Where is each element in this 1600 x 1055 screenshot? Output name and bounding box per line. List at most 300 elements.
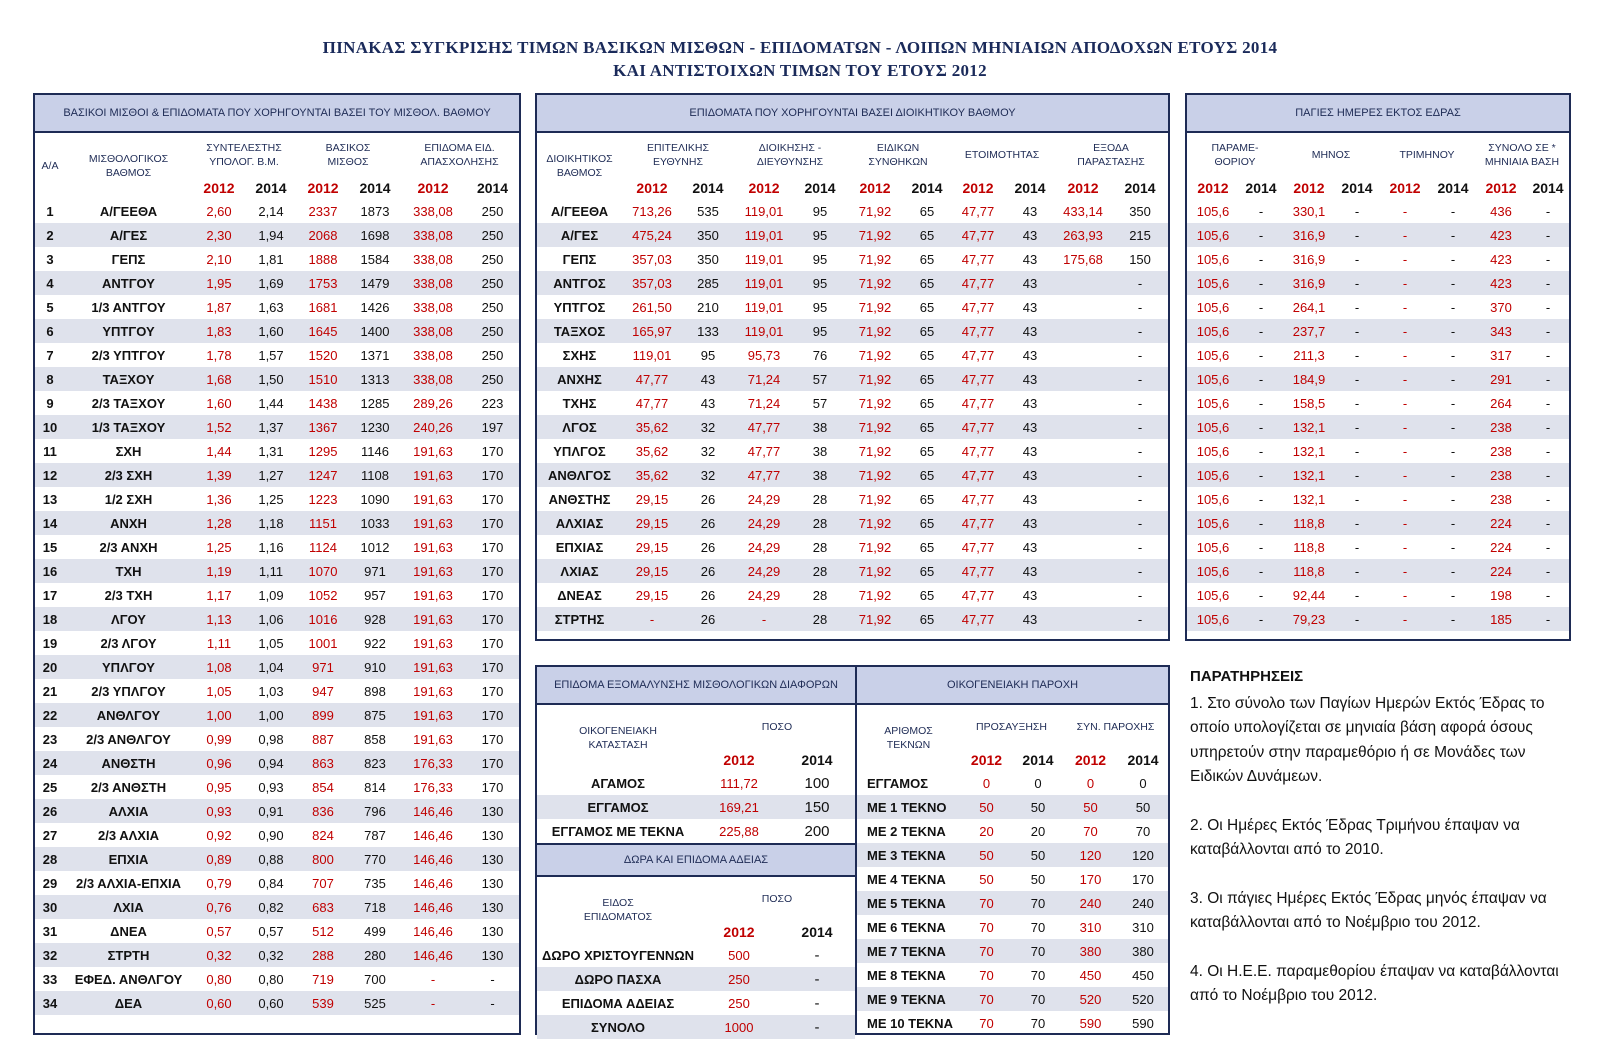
table-cell: 512 [312,923,334,939]
table-cell: 95 [794,319,846,343]
page-title [0,36,1600,82]
table-cell: - [779,1015,855,1039]
table-cell: - [1402,251,1408,267]
table-cell [1054,487,1112,511]
table-cell: 735 [364,875,386,891]
year-2014: 2014 [1013,749,1063,771]
table-cell: 191,63 [400,655,466,679]
table-cell: - [1335,607,1379,631]
col-quarter: ΤΡΙΜΗΝΟΥ [1379,133,1475,177]
table-cell: 170 [481,491,504,507]
table-cell: 35,62 [622,415,682,439]
table-cell: 130 [481,875,504,891]
table-cell: 170 [481,587,504,603]
table-row [35,391,519,415]
table-cell: ΑΝΧΗΣ [537,367,622,391]
table-cell: 1/2 ΣΧΗ [104,491,153,507]
table-cell: 50 [960,843,1013,867]
table-cell: 928 [350,607,400,631]
table-cell: 338,08 [400,319,466,343]
table-cell: - [1335,559,1379,583]
table-cell: 317 [1490,347,1512,363]
table-cell: - [1137,491,1143,507]
table-cell [1054,415,1112,439]
table-cell: - [1258,395,1264,411]
per-diem-body [1187,199,1569,631]
table-cell: - [1335,319,1379,343]
table-row [35,463,519,487]
table-cell [1054,343,1112,367]
table-row [537,295,1168,319]
table-cell: 43 [1006,559,1054,583]
table-cell: 590 [1132,1015,1154,1031]
table-cell: ΥΠΛΓΟΥ [65,655,192,679]
table-cell: - [1354,347,1360,363]
table-cell: 858 [364,731,386,747]
table-cell: 1,95 [192,271,246,295]
table-cell: 65 [904,511,950,535]
table-cell: - [1431,223,1475,247]
table-cell: 105,6 [1187,271,1239,295]
table-cell: 0,88 [246,847,296,871]
table-cell: 32 [682,415,734,439]
table-cell: 13 [42,491,58,507]
table-cell: 0,80 [258,971,284,987]
col-allowance-type: ΕΙΔΟΣ ΕΠΙΔΟΜΑΤΟΣ [537,877,699,943]
table-cell: 165,97 [622,319,682,343]
col-basic-salary: ΒΑΣΙΚΟΣ ΜΙΣΘΟΣ [296,133,400,177]
table-cell: 263,93 [1054,223,1112,247]
table-row [1187,415,1569,439]
table-cell: - [1450,587,1456,603]
title-line-2: ΚΑΙ ΑΝΤΙΣΤΟΙΧΩΝ ΤΙΜΩΝ ΤΟΥ ΕΤΟΥΣ 2012 [613,61,987,80]
table-cell: - [1354,443,1360,459]
table-cell: 43 [682,367,734,391]
table-cell: 47,77 [961,347,995,363]
table-cell: 100 [804,774,830,792]
table-cell: 105,6 [1196,395,1230,411]
table-cell: 1,37 [246,415,296,439]
table-cell: 814 [364,779,386,795]
table-cell: 380 [1063,939,1118,963]
table-cell: ΣΤΡΤΗΣ [537,607,622,631]
table-cell: 357,03 [622,271,682,295]
table-row [1187,199,1569,223]
table-cell: 1,94 [246,223,296,247]
table-cell: 65 [919,491,935,507]
table-cell: ΜΕ 3 ΤΕΚΝΑ [857,843,960,867]
table-row [857,843,1168,867]
table-cell: 1,05 [258,635,284,651]
table-cell: 170 [466,559,519,583]
table-cell: 158,5 [1292,395,1326,411]
table-cell: 824 [312,827,334,843]
notes-section [1190,665,1570,1033]
table-row [35,607,519,631]
table-cell: 191,63 [413,587,453,603]
table-cell: - [1527,367,1569,391]
col-family-status: ΟΙΚΟΓΕΝΕΙΑΚΗ ΚΑΤΑΣΤΑΣΗ [537,705,699,771]
table-cell: 43 [1022,587,1038,603]
table-cell: 1,44 [206,443,232,459]
table-cell: 184,9 [1283,367,1335,391]
table-cell: 176,33 [400,751,466,775]
table-cell: - [1527,607,1569,631]
table-row [35,895,519,919]
table-cell: 539 [296,991,350,1015]
year-2014: 2014 [1006,177,1054,199]
table-cell: 26 [700,539,716,555]
table-cell: 47,77 [961,587,995,603]
table-cell: 2/3 ΥΠΛΓΟΥ [91,683,166,699]
table-cell: 70 [1013,939,1063,963]
table-row [35,943,519,967]
table-cell: 43 [1006,463,1054,487]
table-row [537,415,1168,439]
table-cell: 590 [1079,1015,1102,1031]
table-cell: - [1335,415,1379,439]
year-2012: 2012 [960,749,1013,771]
table-cell: 38 [794,415,846,439]
table-cell: 170 [481,683,504,699]
table-cell: 887 [312,731,334,747]
table-cell: - [1431,367,1475,391]
table-cell: 43 [1006,607,1054,631]
table-cell: 50 [1013,795,1063,819]
table-cell: 250 [728,995,750,1011]
table-cell: 26 [35,799,65,823]
table-cell: 2/3 ΤΧΗ [104,587,153,603]
col-monthly-total: ΣΥΝΟΛΟ ΣΕ * ΜΗΝΙΑΙΑ ΒΑΣΗ [1475,133,1569,177]
table-cell: ΑΝΘΛΓΟΥ [65,703,192,727]
table-cell: ΑΝΧΗ [65,511,192,535]
table-cell [1054,463,1112,487]
year-2012: 2012 [192,177,246,199]
table-cell: 240 [1118,891,1168,915]
table-cell: - [1258,587,1264,603]
table-cell: 16 [35,559,65,583]
table-cell: 1295 [308,443,338,459]
table-cell: - [1545,347,1551,363]
table-cell: - [1545,299,1551,315]
table-cell: 71,92 [858,491,892,507]
table-cell: 28 [794,559,846,583]
table-cell: 1371 [360,347,390,363]
table-cell: 380 [1118,939,1168,963]
table-cell: 1146 [361,443,389,459]
table-cell: 65 [919,395,935,411]
table-cell: 280 [350,943,400,967]
table-cell: - [1527,511,1569,535]
table-cell: - [814,946,820,964]
table-cell: 50 [1013,843,1063,867]
table-cell: 47,77 [635,395,669,411]
table-row [537,771,855,795]
table-cell: 0,82 [246,895,296,919]
table-cell: ΓΕΠΣ [111,251,146,267]
table-cell: 350 [682,223,734,247]
table-cell: 176,33 [413,779,453,795]
table-cell: 65 [919,539,935,555]
table-cell: 130 [466,799,519,823]
table-cell: - [1239,367,1283,391]
table-row [35,415,519,439]
table-cell: ΜΕ 1 ΤΕΚΝΟ [857,795,960,819]
table-cell: 34 [35,991,65,1015]
table-cell: 223 [481,395,504,411]
table-cell: 370 [1490,299,1512,315]
table-cell: 224 [1490,539,1512,555]
table-cell: 1,83 [192,319,246,343]
table-cell: - [1335,463,1379,487]
table-cell: 0,89 [192,847,246,871]
table-cell: 24,29 [734,559,794,583]
table-cell: - [1527,559,1569,583]
table-row [1187,607,1569,631]
col-pay-grade: ΜΙΣΘΟΛΟΓΙΚΟΣ ΒΑΘΜΟΣ [65,133,192,199]
table-cell: 47,77 [622,367,682,391]
table-row [857,1011,1168,1035]
table-cell: 261,50 [632,299,672,315]
table-cell: - [1431,607,1475,631]
family-allowance-header: ΟΙΚΟΓΕΝΕΙΑΚΗ ΠΑΡΟΧΗ [857,667,1168,705]
table-cell: Α/ΓΕΣ [65,223,192,247]
per-diem-table [1185,93,1571,641]
table-cell: ΤΑΞΧΟΥ [65,367,192,391]
table-cell: 47,77 [950,511,1006,535]
table-cell: 169,21 [699,795,779,819]
table-cell: 70 [1030,967,1046,983]
year-2012: 2012 [699,921,779,943]
table-cell: 0,60 [192,991,246,1015]
table-cell: - [1258,251,1264,267]
table-cell: 65 [904,367,950,391]
table-cell [1054,367,1112,391]
table-cell: 1,63 [258,299,284,315]
table-cell: - [1545,251,1551,267]
table-cell: ΕΓΓΑΜΟΣ [867,775,929,791]
table-cell: 150 [1129,251,1151,267]
table-cell: 1,78 [206,347,232,363]
table-cell: 338,08 [413,203,453,219]
year-2014: 2014 [779,921,855,943]
table-cell: 28 [794,511,846,535]
table-row [35,871,519,895]
table-cell: 525 [350,991,400,1015]
table-cell: - [1527,223,1569,247]
table-cell: 1,13 [192,607,246,631]
table-cell: 35,62 [622,463,682,487]
table-cell: 1645 [296,319,350,343]
year-row [537,177,1168,199]
table-cell: - [1379,415,1431,439]
table-cell: - [1335,271,1379,295]
table-cell: Α/ΓΕΕΘΑ [99,203,158,219]
table-cell: 2 [35,223,65,247]
table-cell: - [1402,203,1408,219]
notes-title: ΠΑΡΑΤΗΡΗΣΕΙΣ [1190,668,1304,685]
table-cell: 5 [46,299,54,315]
table-cell: 787 [364,827,386,843]
table-cell: 1070 [296,559,350,583]
table-cell: 170 [481,539,504,555]
admin-allowances-table [535,93,1170,641]
table-row [35,367,519,391]
table-cell: 2,60 [206,203,232,219]
table-row [1187,535,1569,559]
basic-salaries-table [33,93,521,1035]
table-cell: 105,6 [1196,203,1230,219]
table-cell: 47,77 [950,367,1006,391]
table-cell: 130 [466,847,519,871]
table-cell: - [1431,559,1475,583]
col-representation: ΕΞΟΔΑ ΠΑΡΑΣΤΑΣΗΣ [1054,133,1168,177]
table-cell: ΜΕ 4 ΤΕΚΝΑ [867,871,946,887]
table-cell: - [1335,511,1379,535]
table-cell: 1,08 [192,655,246,679]
table-cell: 2/3 ΑΝΘΣΤΗ [90,779,167,795]
table-cell: 1,05 [206,683,232,699]
table-cell: 43 [1022,491,1038,507]
table-cell: 2/3 ΑΝΧΗ [99,539,158,555]
table-cell: 0 [1034,775,1042,791]
year-2014: 2014 [904,177,950,199]
table-cell: ΑΝΘΣΤΗ [65,751,192,775]
table-cell: 47,77 [747,443,781,459]
table-cell: - [1258,539,1264,555]
table-cell: 1033 [350,511,400,535]
table-cell: 146,46 [400,943,466,967]
table-cell: 1,36 [206,491,232,507]
col-children: ΑΡΙΘΜΟΣ ΤΕΚΝΩΝ [857,705,960,771]
table-cell: 1230 [350,415,400,439]
table-cell: 71,92 [858,443,892,459]
note-item: 3. Οι πάγιες Ημέρες Εκτός Έδρας μηνός έπαψαν να καταβάλλονται από το Νοέμβριο του 2012. [1190,889,1547,931]
table-cell: ΔΕΑ [65,991,192,1015]
year-2012: 2012 [734,177,794,199]
table-cell: 26 [682,511,734,535]
table-row [1187,439,1569,463]
table-cell: 910 [350,655,400,679]
table-cell: - [1137,443,1143,459]
table-row [35,919,519,943]
table-row [1187,271,1569,295]
table-cell: - [814,994,820,1012]
table-cell: - [1137,347,1143,363]
table-cell: 1,17 [206,587,232,603]
table-cell: 1,03 [258,683,284,699]
table-cell: - [734,607,794,631]
table-cell: 22 [35,703,65,727]
table-cell: 105,6 [1196,491,1230,507]
table-row [537,319,1168,343]
table-cell: 105,6 [1196,299,1230,315]
table-cell: 38 [812,443,828,459]
table-cell: - [1431,271,1475,295]
table-row [537,535,1168,559]
table-cell [1054,607,1112,631]
table-cell: 71,92 [846,319,904,343]
table-row [1187,463,1569,487]
table-cell: - [1258,203,1264,219]
table-cell: 119,01 [632,347,672,363]
table-cell: 105,6 [1196,443,1230,459]
table-cell: 2,10 [206,251,232,267]
table-cell: 1090 [360,491,390,507]
table-cell: 65 [904,415,950,439]
table-cell: 0,93 [258,779,284,795]
col-month: ΜΗΝΟΣ [1283,133,1379,177]
table-cell: 27 [42,827,58,843]
table-cell: ΜΕ 2 ΤΕΚΝΑ [867,823,946,839]
table-cell: 17 [42,587,58,603]
table-cell: - [1258,347,1264,363]
table-cell: 2/3 ΥΠΤΓΟΥ [91,347,166,363]
table-cell: ΔΝΕΑΣ [557,587,602,603]
table-cell: 854 [312,779,334,795]
table-cell: 12 [35,463,65,487]
table-cell: 57 [812,395,828,411]
table-cell: 291 [1475,367,1527,391]
table-cell: 0,80 [206,971,232,987]
table-cell: 95 [812,251,828,267]
table-cell: 0 [982,775,991,791]
table-cell: 1,06 [246,607,296,631]
table-cell: 1438 [308,395,338,411]
table-cell: 836 [296,799,350,823]
equalization-gifts-table [535,665,857,1035]
table-cell: 24,29 [734,511,794,535]
table-cell: 47,77 [950,415,1006,439]
table-cell: - [1239,607,1283,631]
table-cell: - [1379,559,1431,583]
table-cell: 1,00 [246,703,296,727]
table-cell: 520 [1063,987,1118,1011]
table-row [1187,559,1569,583]
table-cell: ΑΛΧΙΑΣ [537,511,622,535]
table-cell: 2337 [308,203,338,219]
table-cell: 170 [1132,871,1154,887]
table-cell: 200 [804,822,830,840]
table-cell: - [1527,271,1569,295]
year-2012: 2012 [1475,177,1527,199]
table-cell: 70 [979,919,994,935]
table-cell: 15 [42,539,58,555]
table-cell: 170 [481,731,504,747]
year-2014: 2014 [1118,749,1168,771]
year-2012: 2012 [1054,177,1112,199]
table-cell: ΜΕ 6 ΤΕΚΝΑ [867,919,946,935]
table-cell: ΜΕ 9 ΤΕΚΝΑ [857,987,960,1011]
table-row [35,631,519,655]
table-cell: 1584 [360,251,390,267]
gifts-body [537,943,855,1039]
table-cell: ΥΠΤΓΟΣ [553,299,606,315]
table-cell: ΕΦΕΔ. ΑΝΘΛΓΟΥ [74,971,183,987]
table-cell: - [622,607,682,631]
table-cell: 770 [350,847,400,871]
table-cell: 170 [466,751,519,775]
table-cell: 70 [1013,891,1063,915]
table-cell: 130 [481,923,504,939]
year-2012: 2012 [400,177,466,199]
table-cell: ΛΧΙΑ [65,895,192,919]
table-cell: 0,90 [258,827,284,843]
table-cell: ΕΓΓΑΜΟΣ [537,795,699,819]
table-cell: ΔΝΕΑ [110,923,147,939]
admin-allowances-body [537,199,1168,631]
table-cell: 105,6 [1187,319,1239,343]
